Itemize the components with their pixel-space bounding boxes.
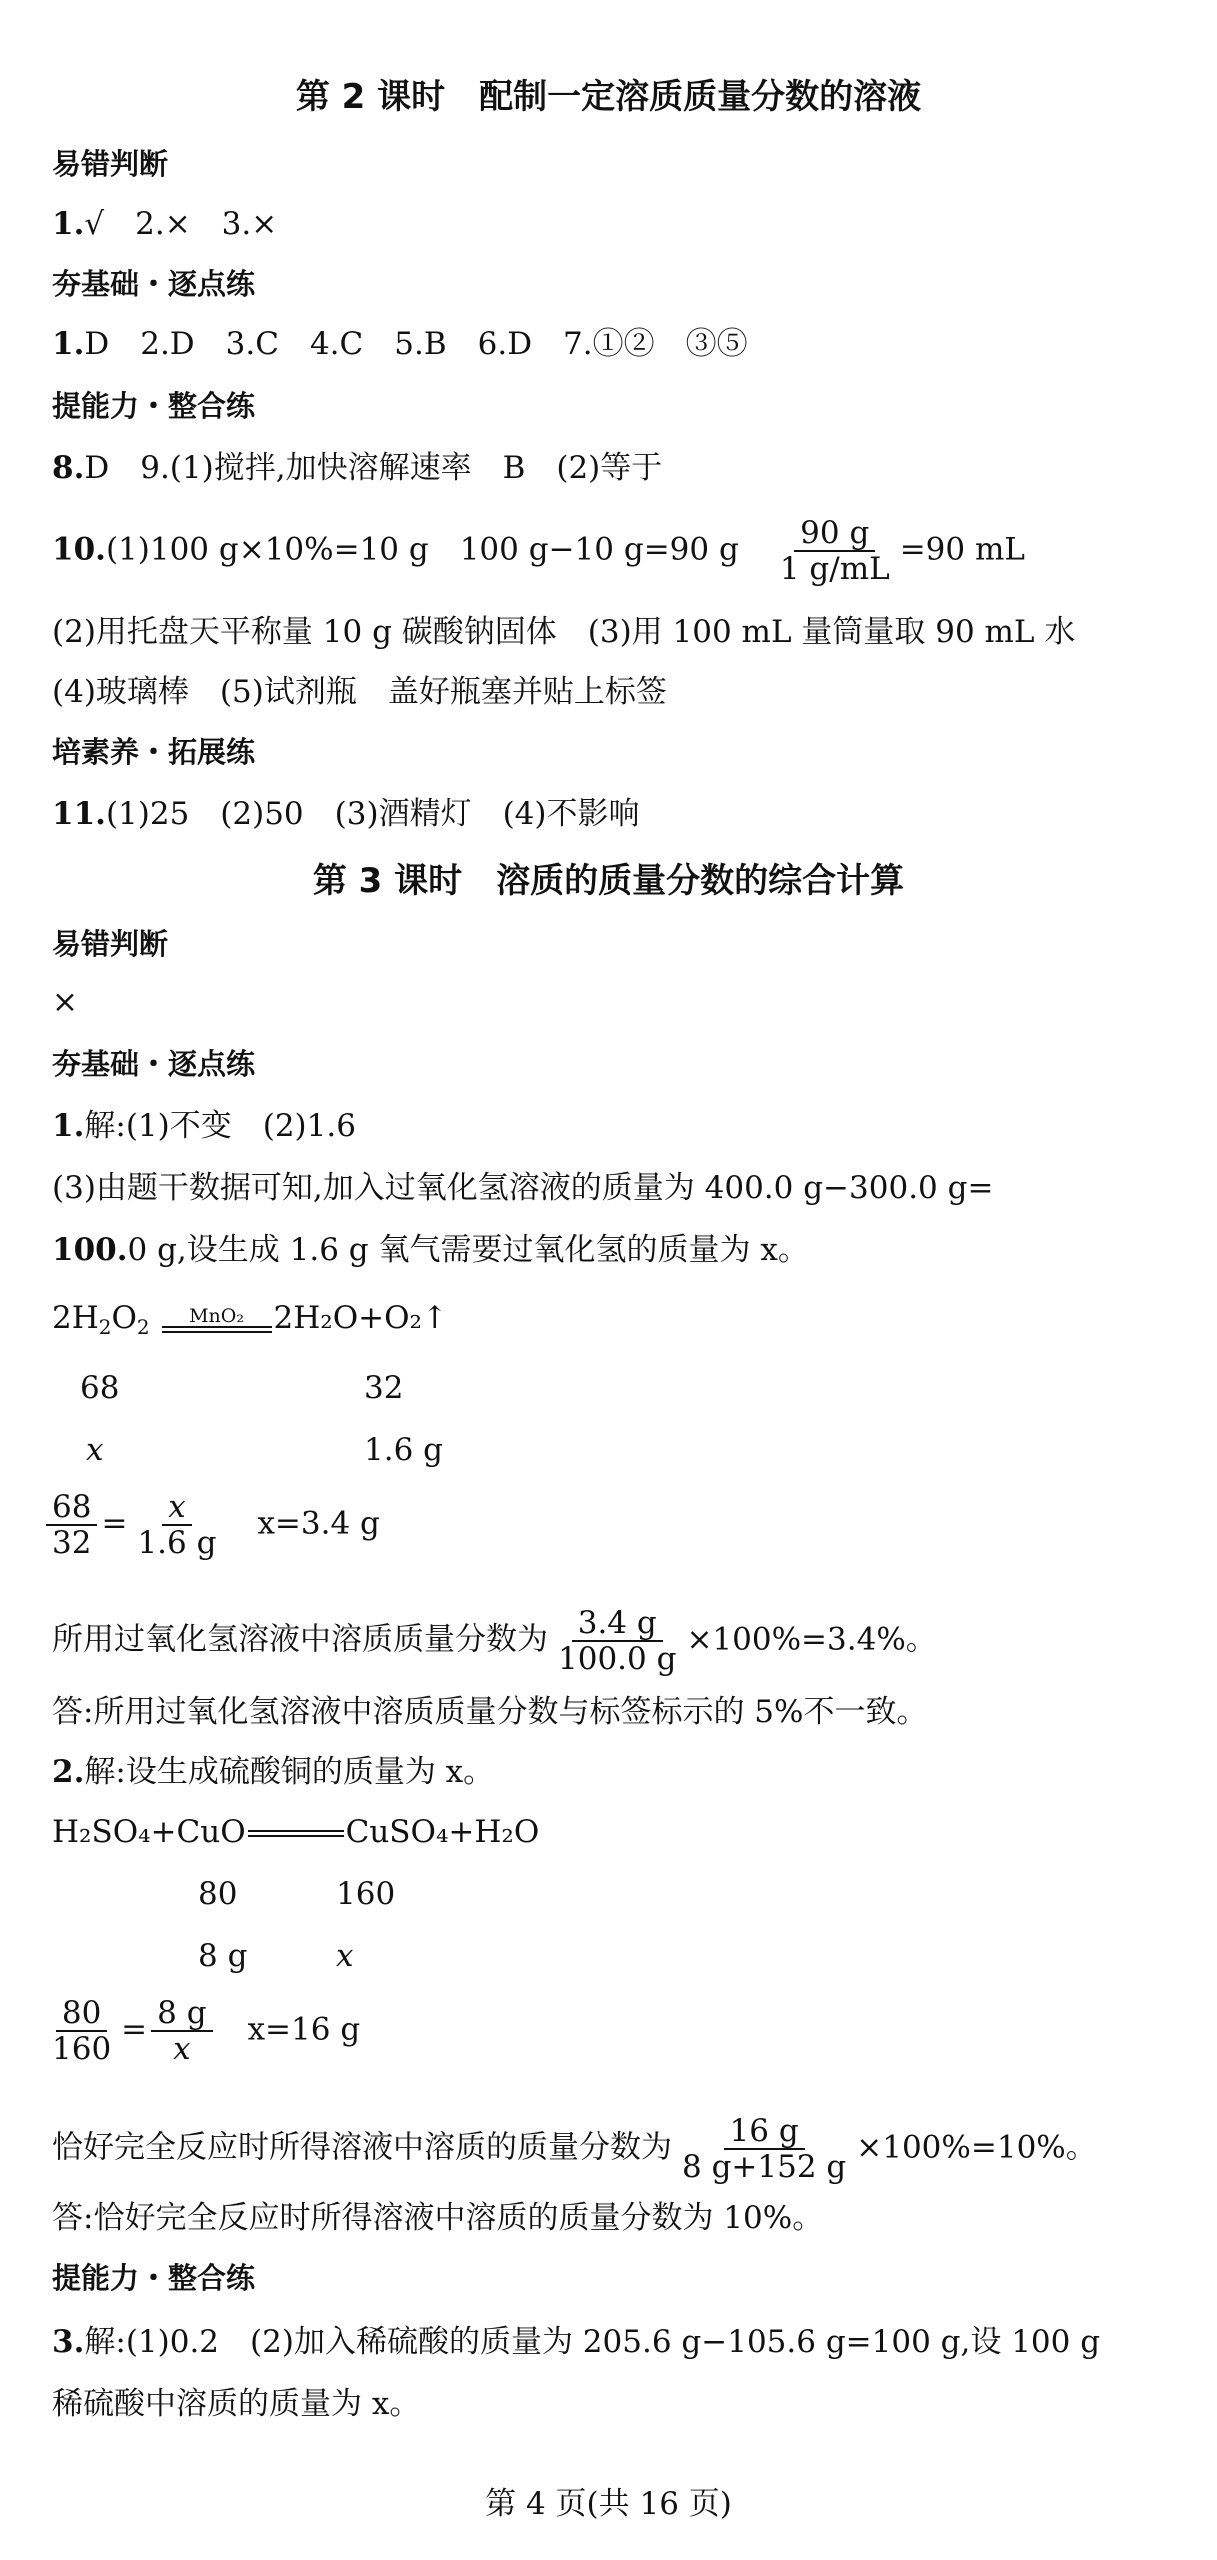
unknown-x: x	[86, 1432, 104, 1468]
lesson2-title: 第 2 课时 配制一定溶质质量分数的溶液	[295, 77, 922, 117]
ratio-fraction-right: $\frac{8 g}{x}$	[151, 1996, 212, 2066]
equation-reactant: 2H	[52, 1300, 99, 1336]
mass-fraction: $\frac{16 g}{8 g+152 g}$	[682, 2113, 847, 2185]
lesson3-section-error: 易错判断	[52, 927, 169, 961]
catalyst-label: MnO₂	[189, 1305, 244, 1327]
q2-equation	[52, 1810, 1177, 1854]
lesson3-section-basic: 夯基础・逐点练	[52, 1047, 256, 1081]
q1-ratio: $\frac{68}{32}$ = $\frac{x}{1.6 g}$ x=3.4 g	[52, 1490, 1177, 1570]
page-number: 第 4 页(共 16 页)	[485, 2486, 732, 2522]
equals-sign	[248, 1830, 344, 1837]
q10-calc-result: =90 mL	[899, 531, 1025, 568]
lesson2-section-error: 易错判断	[52, 147, 169, 181]
equation-products: CuSO₄+H₂O	[345, 1814, 540, 1850]
q1-answer: 答:所用过氧化氢溶液中溶质质量分数与标签标示的 5%不一致。	[52, 1694, 928, 1730]
q10-calc-text: 10.(1)100 g×10%=10 g 100 g−10 g=90 g	[52, 531, 770, 568]
lesson2-error-answers: 1.√ 2.× 3.×	[52, 206, 278, 242]
catalyst-arrow	[162, 1306, 272, 1333]
lesson2-basic-answers: 1.D 2.D 3.C 4.C 5.B 6.D 7.①② ③⑤	[52, 326, 748, 362]
fraction-denominator: 1 g/mL	[779, 551, 890, 587]
ratio-result: x=16 g	[247, 2011, 361, 2048]
q2-line1: 2.解:设生成硫酸铜的质量为 x。	[52, 1754, 495, 1790]
lesson2-q10-line1	[52, 516, 1177, 586]
ratio-fraction-right: $\frac{x}{1.6 g}$	[137, 1489, 217, 1561]
mass-fraction: $\frac{3.4 g}{100.0 g}$	[558, 1605, 677, 1677]
equation-products: 2H₂O+O₂↑	[273, 1300, 448, 1336]
q1-line1: 1.解:(1)不变 (2)1.6	[52, 1108, 356, 1144]
q1-fraction-line: 所用过氧化氢溶液中溶质质量分数为 $\frac{3.4 g}{100.0 g}$ ×100%=3.4%。	[52, 1605, 937, 1677]
q1-line3: 100.0 g,设生成 1.6 g 氧气需要过氧化氢的质量为 x。	[52, 1232, 809, 1268]
lesson2-section-ability: 提能力・整合练	[52, 389, 256, 423]
lesson3-section-ability: 提能力・整合练	[52, 2261, 256, 2295]
lesson2-q10-line2: (2)用托盘天平称量 10 g 碳酸钠固体 (3)用 100 mL 量筒量取 90 mL 水	[52, 614, 1076, 650]
q2-fraction-line: 恰好完全反应时所得溶液中溶质的质量分数为 $\frac{16 g}{8 g+152 g}$ ×100%=10%。	[52, 2113, 1097, 2185]
ratio-fraction-left: $\frac{80}{160}$	[52, 1995, 112, 2067]
equation-reactants: H₂SO₄+CuO	[52, 1814, 246, 1850]
q3-line2: 稀硫酸中溶质的质量为 x。	[52, 2386, 421, 2422]
lesson3-title: 第 3 课时 溶质的质量分数的综合计算	[312, 861, 905, 901]
q1-line2: (3)由题干数据可知,加入过氧化氢溶液的质量为 400.0 g−300.0 g=	[52, 1170, 994, 1206]
lesson2-ability-answers: 8.D 9.(1)搅拌,加快溶解速率 B (2)等于	[52, 450, 663, 486]
q2-answer: 答:恰好完全反应时所得溶液中溶质的质量分数为 10%。	[52, 2200, 824, 2236]
mass-reactant: 68	[80, 1370, 120, 1406]
q2-ratio: $\frac{80}{160}$ = $\frac{8 g}{x}$ x=16 g	[52, 1996, 1177, 2076]
q1-equation: $2H_2O_2$ MnO₂ 2H₂O+O₂↑	[52, 1300, 448, 1339]
ratio-result: x=3.4 g	[257, 1505, 380, 1542]
lesson3-error-answers: ×	[52, 984, 78, 1020]
lesson2-section-extend: 培素养・拓展练	[52, 735, 256, 769]
fraction-numerator: 90 g	[794, 516, 875, 552]
value-product: 1.6 g	[364, 1432, 443, 1468]
q10-fraction	[774, 516, 896, 586]
answer-page: 第 2 课时 配制一定溶质质量分数的溶液 易错判断 1.√ 2.× 3.× 夯基础・逐点练 1.D 2.D 3.C 4.C 5.B 6.D 7.①② ③⑤ 提能力・整合练 8.D 9.(1)搅拌,加快溶解速率 B (2)等于 10.(1)100 g×10%=10 g 100 g−10 g=90 g $\frac{90 g}{1 g/mL}$ =90 mL (2)用托盘天平称量 10 g 碳酸钠固体 (3)用 100 mL 量筒量取 90 mL 水 (4)玻璃棒 (5)试剂瓶 盖好瓶塞并贴上标签 培素养・拓展练 11.(1)25 (2)50 (3)酒精灯 (4)不影响 第 3 课时 溶质的质量分数的综合计算 易错判断 × 夯基础・逐点练 1.解:(1)不变 (2)1.6 (3)由题干数据可知,加入过氧化氢溶液的质量为 400.0 g−300.0 g= 100.0 g,设生成 1.6 g 氧气需要过氧化氢的质量为 x。 $2H_2O_2$ MnO₂ 2H₂O+O₂↑ 68 32 x 1.6 g $\frac{68}{32}$ = $\frac{x}{1.6 g}$ x=3.4 g 所用过氧化氢溶液中溶质质量分数为 $\frac{3.4 g}{100.0 g}$ ×100%=3.4%。 答:所用过氧化氢溶液中溶质质量分数与标签标示的 5%不一致。 2.解:设生成硫酸铜的质量为 x。 H₂SO₄+CuO CuSO₄+H₂O 80 160 8 g x $\frac{80}{160}$ = $\frac{8 g}{x}$ x=16 g 恰好完全反应时所得溶液中溶质的质量分数为 $\frac{16 g}{8 g+152 g}$ ×100%=10%。 答:恰好完全反应时所得溶液中溶质的质量分数为 10%。 提能力・整合练 3.解:(1)0.2 (2)加入稀硫酸的质量为 205.6 g−105.6 g=100 g,设 100 g 稀硫酸中溶质的质量为 x。 第 4 页(共 16 页)	[0, 0, 1217, 2560]
lesson2-extend-answers: 11.(1)25 (2)50 (3)酒精灯 (4)不影响	[52, 796, 640, 832]
q3-line1: 3.解:(1)0.2 (2)加入稀硫酸的质量为 205.6 g−105.6 g=100 g,设 100 g	[52, 2324, 1101, 2360]
ratio-fraction-left: $\frac{68}{32}$	[46, 1490, 97, 1560]
lesson2-section-basic: 夯基础・逐点练	[52, 267, 256, 301]
lesson2-q10-line3: (4)玻璃棒 (5)试剂瓶 盖好瓶塞并贴上标签	[52, 674, 667, 710]
mass-product: 32	[364, 1370, 404, 1406]
